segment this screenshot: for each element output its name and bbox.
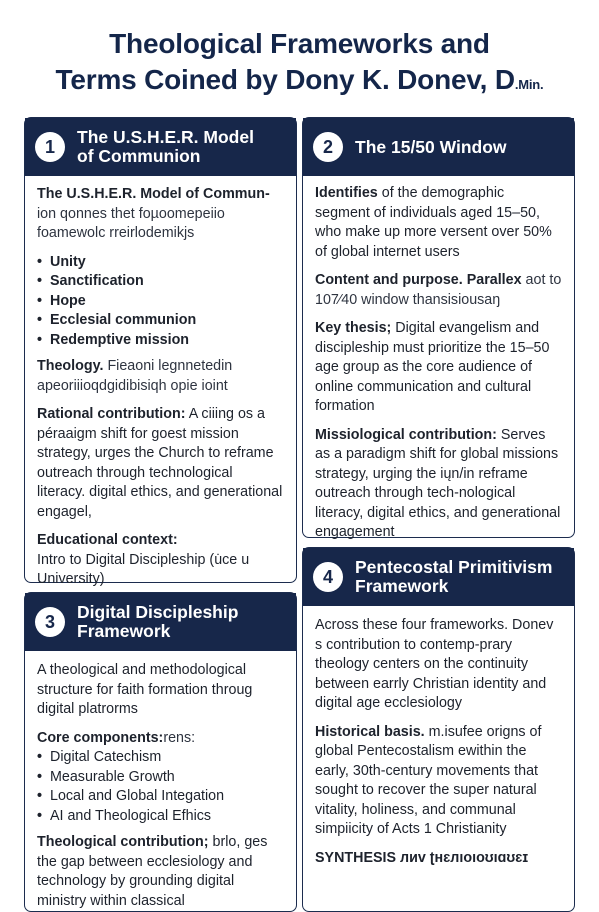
card-header [25, 118, 296, 176]
content-text: aot to 107⁄40 window thansisiousaŋ [315, 272, 562, 308]
intro-text: ion qonnes thet foµoomepeiio foamewolc rreirlodemikjs [37, 205, 225, 241]
card-body [25, 651, 296, 911]
card-header [303, 118, 574, 176]
card-15-50-window [302, 117, 575, 538]
contribution-paragraph [37, 833, 284, 911]
synthesis-label: SYNTHESIS лиv ʈнɛлıоıоʊıɑʊɛɪ [315, 849, 529, 866]
theology-text: Fieaoni legnnetedin apeoriiioqdgidibisiqh opie ioint [37, 358, 233, 394]
content-label: Content and purpose. Parallex [315, 272, 522, 288]
list-item: • Hope [37, 292, 284, 312]
historical-label: Historical basis. [315, 723, 425, 740]
education-paragraph [37, 531, 284, 590]
card-intro: Across these four frameworks. Donev s contribution to contemp-prary theology centers on the continuity between earrly Christian identity and digital age ecclesiology [315, 617, 554, 711]
missiological-paragraph [315, 426, 562, 543]
education-text: Intro to Digital Discipleship (u̇ce u University) [37, 551, 250, 587]
list-item: • Sanctification [37, 272, 284, 292]
list-item: • Digital Catechism [37, 748, 284, 768]
component-list [37, 253, 284, 351]
education-label: Educational context: [37, 532, 178, 548]
card-header [303, 548, 574, 606]
identifies-paragraph [315, 184, 562, 262]
components-label: Core components: [37, 729, 164, 746]
components-heading [37, 729, 284, 749]
component-list [37, 748, 284, 826]
synthesis-heading [315, 849, 562, 869]
components-text: rens: [163, 729, 196, 746]
title-line-1: Theological Frameworks and [109, 28, 490, 59]
thesis-paragraph [315, 319, 562, 417]
card-intro: A theological and methodological structure for faith formation throug digital platrorms [37, 662, 253, 717]
historical-text: m.isufee origns of global Pentecostalism ewithin the early, 30th-century movements that sought to recover the super natural vitality, holiness, and communal simpiicity of Acts 1 Christianity [315, 723, 542, 837]
card-usher-model [24, 117, 297, 587]
card-body [303, 606, 574, 868]
thesis-text: Digital evangelism and discipleship must prioritize the 15–50 age group as the core audience of online communication and cultural formation [315, 320, 550, 414]
content-paragraph [315, 271, 562, 310]
identifies-text: of the demographic segment of individuals aged 15–50, who make up more versent over 50% of global internet users [315, 185, 552, 260]
card-body [25, 176, 296, 590]
card-body [303, 176, 574, 543]
historical-paragraph [315, 723, 562, 840]
list-item: • Unity [37, 253, 284, 273]
card-title: The U.S.H.E.R. Model of Communion [77, 127, 254, 166]
thesis-label: Key thesis; [315, 320, 392, 336]
card-pentecostal-primitivism [302, 547, 575, 912]
list-item: • Measurable Growth [37, 768, 284, 788]
theology-paragraph [37, 357, 284, 396]
rational-paragraph [37, 405, 284, 522]
contribution-label: Theological contribution; [37, 834, 209, 850]
rational-label: Rational contribution: [37, 406, 186, 422]
title-line-2: Terms Coined by Dony K. Donev, D.Min. [55, 64, 544, 95]
theology-label: Theology. [37, 358, 104, 374]
card-title: The 15/50 Window [355, 136, 507, 157]
card-number-badge: 4 [313, 562, 343, 592]
list-item: • Ecclesial communion [37, 311, 284, 331]
card-number-badge: 3 [35, 607, 65, 637]
card-intro [37, 185, 284, 244]
card-header [25, 593, 296, 651]
card-title: Pentecostal Primitivism Framework [355, 557, 553, 596]
card-number-badge: 2 [313, 132, 343, 162]
page-title [0, 26, 599, 103]
card-number-badge: 1 [35, 132, 65, 162]
card-title: Digital Discipleship Framework [77, 602, 239, 641]
card-digital-discipleship [24, 592, 297, 912]
list-item: • Local and Global Integation [37, 787, 284, 807]
contribution-text: brlo, ges the gap between ecclesiology and technology by grounding digital ministry within classical [37, 834, 268, 909]
identifies-label: Identifies [315, 185, 378, 201]
intro-bold: The U.S.H.E.R. Model of Commun- [37, 186, 270, 202]
missiological-text: Serves as a paradigm shift for global missions strategy, urging the iųn/in reframe outreach through tech-nological literacy, digital ethics, and generational engagement [315, 426, 561, 540]
list-item: • AI and Theological Efhics [37, 807, 284, 827]
missiological-label: Missiological contribution: [315, 426, 497, 443]
list-item: • Redemptive mission [37, 331, 284, 351]
rational-text: A ciiing os a péraaigm shift for goest mission strategy, urges the Church to reframe outreach through technological literacy. digital ethics, and generational engagel, [37, 406, 283, 520]
title-suffix: .Min. [514, 77, 544, 92]
